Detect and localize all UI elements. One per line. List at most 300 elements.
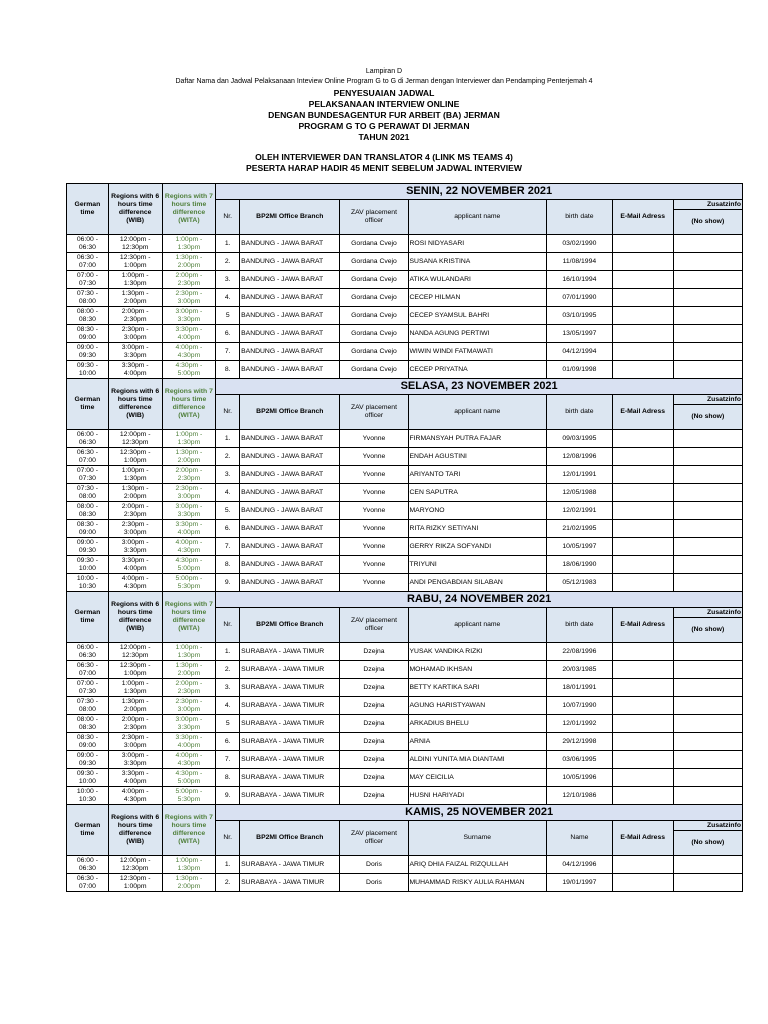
applicant-name-cell: CECEP PRIYATNA xyxy=(408,361,547,379)
applicant-name-cell: CECEP HILMAN xyxy=(408,289,547,307)
birth-date-cell: 03/10/1995 xyxy=(547,307,613,325)
wib-header: Regions with 6 hours time difference (WIB) xyxy=(108,592,162,643)
date-header: birth date xyxy=(547,608,613,643)
nr-header: Nr. xyxy=(216,200,240,235)
office-cell: BANDUNG - JAWA BARAT xyxy=(240,502,340,520)
nr-cell: 2. xyxy=(216,874,240,892)
wib-time-cell: 12:00pm - 12:30pm xyxy=(108,643,162,661)
email-cell xyxy=(612,856,673,874)
date-header: Name xyxy=(547,821,613,856)
wita-time-cell: 1:00pm - 1:30pm xyxy=(162,235,216,253)
table-row xyxy=(67,361,743,379)
wita-time-cell: 2:00pm - 2:30pm xyxy=(162,679,216,697)
email-cell xyxy=(612,289,673,307)
date-header: birth date xyxy=(547,200,613,235)
wita-time-cell: 3:00pm - 3:30pm xyxy=(162,715,216,733)
birth-date-cell: 11/08/1994 xyxy=(547,253,613,271)
wib-time-cell: 3:30pm - 4:00pm xyxy=(108,361,162,379)
applicant-name-cell: WIWIN WINDI FATMAWATI xyxy=(408,343,547,361)
zusatzinfo-cell xyxy=(673,466,742,484)
office-cell: SURABAYA - JAWA TIMUR xyxy=(240,679,340,697)
nr-cell: 8. xyxy=(216,361,240,379)
email-cell xyxy=(612,307,673,325)
german-time-cell: 09:00 - 09:30 xyxy=(67,751,109,769)
name-header: applicant name xyxy=(408,395,547,430)
table-row xyxy=(67,289,743,307)
wib-time-cell: 12:30pm - 1:00pm xyxy=(108,874,162,892)
table-row xyxy=(67,448,743,466)
zav-officer-cell: Gordana Cvejo xyxy=(340,325,408,343)
office-cell: BANDUNG - JAWA BARAT xyxy=(240,538,340,556)
email-cell xyxy=(612,343,673,361)
office-header: BP2MI Office Branch xyxy=(240,395,340,430)
table-row xyxy=(67,484,743,502)
email-cell xyxy=(612,502,673,520)
name-header: Surname xyxy=(408,821,547,856)
office-header: BP2MI Office Branch xyxy=(240,821,340,856)
wita-time-cell: 4:30pm - 5:00pm xyxy=(162,361,216,379)
zav-officer-cell: Dzejna xyxy=(340,715,408,733)
applicant-name-cell: ATIKA WULANDARI xyxy=(408,271,547,289)
office-header: BP2MI Office Branch xyxy=(240,200,340,235)
wib-time-cell: 1:30pm - 2:00pm xyxy=(108,484,162,502)
nr-cell: 4. xyxy=(216,697,240,715)
office-cell: BANDUNG - JAWA BARAT xyxy=(240,325,340,343)
wib-time-cell: 1:00pm - 1:30pm xyxy=(108,679,162,697)
nr-cell: 5 xyxy=(216,715,240,733)
nr-cell: 3. xyxy=(216,271,240,289)
wib-time-cell: 3:00pm - 3:30pm xyxy=(108,343,162,361)
interview-schedule-table xyxy=(66,183,743,892)
office-cell: BANDUNG - JAWA BARAT xyxy=(240,484,340,502)
office-cell: BANDUNG - JAWA BARAT xyxy=(240,235,340,253)
nr-cell: 1. xyxy=(216,643,240,661)
applicant-name-cell: AGUNG HARISTYAWAN xyxy=(408,697,547,715)
nr-cell: 4. xyxy=(216,484,240,502)
table-row xyxy=(67,520,743,538)
applicant-name-cell: HUSNI HARIYADI xyxy=(408,787,547,805)
zav-officer-cell: Dzejna xyxy=(340,787,408,805)
zusatzinfo-cell xyxy=(673,253,742,271)
zusatzinfo-cell xyxy=(673,856,742,874)
german-time-cell: 07:00 - 07:30 xyxy=(67,679,109,697)
nr-cell: 3. xyxy=(216,466,240,484)
email-cell xyxy=(612,235,673,253)
applicant-name-cell: GERRY RIKZA SOFYANDI xyxy=(408,538,547,556)
table-row xyxy=(67,661,743,679)
wib-header: Regions with 6 hours time difference (WIB) xyxy=(108,805,162,856)
office-cell: BANDUNG - JAWA BARAT xyxy=(240,556,340,574)
nr-cell: 7. xyxy=(216,343,240,361)
office-cell: BANDUNG - JAWA BARAT xyxy=(240,289,340,307)
wita-time-cell: 4:00pm - 4:30pm xyxy=(162,538,216,556)
office-cell: SURABAYA - JAWA TIMUR xyxy=(240,856,340,874)
wib-time-cell: 2:30pm - 3:00pm xyxy=(108,520,162,538)
office-cell: SURABAYA - JAWA TIMUR xyxy=(240,697,340,715)
office-cell: BANDUNG - JAWA BARAT xyxy=(240,343,340,361)
german-time-header: German time xyxy=(67,805,109,856)
wita-header: Regions with 7 hours time difference (WITA) xyxy=(162,184,216,235)
wib-time-cell: 3:30pm - 4:00pm xyxy=(108,556,162,574)
wita-time-cell: 4:00pm - 4:30pm xyxy=(162,343,216,361)
zav-officer-cell: Yvonne xyxy=(340,556,408,574)
zav-officer-cell: Gordana Cvejo xyxy=(340,343,408,361)
title-line-1: PENYESUAIAN JADWAL xyxy=(333,88,435,98)
email-cell xyxy=(612,556,673,574)
office-cell: SURABAYA - JAWA TIMUR xyxy=(240,874,340,892)
german-time-cell: 08:00 - 08:30 xyxy=(67,502,109,520)
zusatzinfo-header: Zusatzinfo xyxy=(673,200,742,210)
name-header: applicant name xyxy=(408,200,547,235)
german-time-cell: 06:00 - 06:30 xyxy=(67,430,109,448)
zusatzinfo-cell xyxy=(673,448,742,466)
zusatzinfo-cell xyxy=(673,574,742,592)
table-row xyxy=(67,271,743,289)
german-time-cell: 08:00 - 08:30 xyxy=(67,715,109,733)
zusatzinfo-cell xyxy=(673,538,742,556)
zav-officer-cell: Dzejna xyxy=(340,661,408,679)
wib-time-cell: 1:30pm - 2:00pm xyxy=(108,289,162,307)
wita-time-cell: 3:00pm - 3:30pm xyxy=(162,307,216,325)
table-row xyxy=(67,235,743,253)
zusatzinfo-cell xyxy=(673,697,742,715)
zusatzinfo-cell xyxy=(673,556,742,574)
zusatzinfo-cell xyxy=(673,751,742,769)
german-time-cell: 10:00 - 10:30 xyxy=(67,574,109,592)
table-row xyxy=(67,751,743,769)
zusatzinfo-cell xyxy=(673,715,742,733)
nr-cell: 6. xyxy=(216,520,240,538)
date-header: birth date xyxy=(547,395,613,430)
email-cell xyxy=(612,574,673,592)
birth-date-cell: 10/05/1997 xyxy=(547,538,613,556)
zav-officer-cell: Gordana Cvejo xyxy=(340,271,408,289)
zav-officer-cell: Yvonne xyxy=(340,574,408,592)
applicant-name-cell: ENDAH AGUSTINI xyxy=(408,448,547,466)
applicant-name-cell: ROSI NIDYASARI xyxy=(408,235,547,253)
noshow-header: (No show) xyxy=(673,210,742,235)
zusatzinfo-header: Zusatzinfo xyxy=(673,821,742,831)
zav-officer-cell: Yvonne xyxy=(340,520,408,538)
noshow-header: (No show) xyxy=(673,831,742,856)
applicant-name-cell: CECEP SYAMSUL BAHRI xyxy=(408,307,547,325)
day-title: KAMIS, 25 NOVEMBER 2021 xyxy=(216,805,743,821)
zav-officer-cell: Dzejna xyxy=(340,697,408,715)
applicant-name-cell: MUHAMMAD RISKY AULIA RAHMAN xyxy=(408,874,547,892)
birth-date-cell: 09/03/1995 xyxy=(547,430,613,448)
wita-time-cell: 2:30pm - 3:00pm xyxy=(162,697,216,715)
german-time-cell: 09:30 - 10:00 xyxy=(67,769,109,787)
applicant-name-cell: RITA RIZKY SETIYANI xyxy=(408,520,547,538)
day-title: SENIN, 22 NOVEMBER 2021 xyxy=(216,184,743,200)
applicant-name-cell: ALDINI YUNITA MIA DIANTAMI xyxy=(408,751,547,769)
office-cell: BANDUNG - JAWA BARAT xyxy=(240,361,340,379)
nr-cell: 1. xyxy=(216,856,240,874)
wita-time-cell: 3:30pm - 4:00pm xyxy=(162,733,216,751)
email-header: E-Mail Adress xyxy=(612,608,673,643)
email-cell xyxy=(612,466,673,484)
wita-header: Regions with 7 hours time difference (WITA) xyxy=(162,592,216,643)
wib-time-cell: 3:30pm - 4:00pm xyxy=(108,769,162,787)
wita-time-cell: 2:30pm - 3:00pm xyxy=(162,484,216,502)
birth-date-cell: 12/08/1996 xyxy=(547,448,613,466)
table-row xyxy=(67,643,743,661)
nr-cell: 3. xyxy=(216,679,240,697)
wita-header: Regions with 7 hours time difference (WITA) xyxy=(162,805,216,856)
note-line-2: PESERTA HARAP HADIR 45 MENIT SEBELUM JADWAL INTERVIEW xyxy=(246,163,522,173)
applicant-name-cell: FIRMANSYAH PUTRA FAJAR xyxy=(408,430,547,448)
zusatzinfo-cell xyxy=(673,661,742,679)
zusatzinfo-cell xyxy=(673,769,742,787)
zav-officer-cell: Gordana Cvejo xyxy=(340,235,408,253)
birth-date-cell: 12/05/1988 xyxy=(547,484,613,502)
zusatzinfo-cell xyxy=(673,343,742,361)
german-time-header: German time xyxy=(67,379,109,430)
table-row xyxy=(67,769,743,787)
applicant-name-cell: ARKADIUS BHELU xyxy=(408,715,547,733)
applicant-name-cell: MAY CEICILIA xyxy=(408,769,547,787)
wib-time-cell: 2:30pm - 3:00pm xyxy=(108,733,162,751)
nr-cell: 1. xyxy=(216,430,240,448)
german-time-cell: 09:00 - 09:30 xyxy=(67,538,109,556)
table-row xyxy=(67,715,743,733)
zav-header: ZAV placement officer xyxy=(340,200,408,235)
wib-time-cell: 1:00pm - 1:30pm xyxy=(108,271,162,289)
applicant-name-cell: ARNIA xyxy=(408,733,547,751)
title-line-4: PROGRAM G TO G PERAWAT DI JERMAN xyxy=(298,121,470,131)
email-cell xyxy=(612,484,673,502)
birth-date-cell: 03/06/1995 xyxy=(547,751,613,769)
wita-time-cell: 1:30pm - 2:00pm xyxy=(162,661,216,679)
office-header: BP2MI Office Branch xyxy=(240,608,340,643)
wib-time-cell: 4:00pm - 4:30pm xyxy=(108,787,162,805)
zav-officer-cell: Gordana Cvejo xyxy=(340,307,408,325)
office-cell: BANDUNG - JAWA BARAT xyxy=(240,271,340,289)
table-row xyxy=(67,325,743,343)
wita-time-cell: 1:00pm - 1:30pm xyxy=(162,856,216,874)
table-row xyxy=(67,787,743,805)
office-cell: BANDUNG - JAWA BARAT xyxy=(240,307,340,325)
wib-time-cell: 2:00pm - 2:30pm xyxy=(108,502,162,520)
birth-date-cell: 12/02/1991 xyxy=(547,502,613,520)
applicant-name-cell: MARYONO xyxy=(408,502,547,520)
wita-time-cell: 4:30pm - 5:00pm xyxy=(162,769,216,787)
email-cell xyxy=(612,697,673,715)
title-line-2: PELAKSANAAN INTERVIEW ONLINE xyxy=(308,99,460,109)
noshow-header: (No show) xyxy=(673,405,742,430)
wita-time-cell: 5:00pm - 5:30pm xyxy=(162,574,216,592)
table-row xyxy=(67,538,743,556)
birth-date-cell: 05/12/1983 xyxy=(547,574,613,592)
birth-date-cell: 29/12/1998 xyxy=(547,733,613,751)
zav-officer-cell: Yvonne xyxy=(340,430,408,448)
name-header: applicant name xyxy=(408,608,547,643)
zusatzinfo-cell xyxy=(673,325,742,343)
nr-cell: 8. xyxy=(216,556,240,574)
german-time-cell: 07:30 - 08:00 xyxy=(67,697,109,715)
german-time-header: German time xyxy=(67,592,109,643)
wita-time-cell: 1:30pm - 2:00pm xyxy=(162,874,216,892)
german-time-cell: 06:30 - 07:00 xyxy=(67,874,109,892)
zav-header: ZAV placement officer xyxy=(340,395,408,430)
nr-cell: 5 xyxy=(216,307,240,325)
birth-date-cell: 21/02/1995 xyxy=(547,520,613,538)
birth-date-cell: 18/01/1991 xyxy=(547,679,613,697)
zusatzinfo-cell xyxy=(673,289,742,307)
german-time-cell: 09:30 - 10:00 xyxy=(67,361,109,379)
wib-time-cell: 12:00pm - 12:30pm xyxy=(108,430,162,448)
nr-cell: 8. xyxy=(216,769,240,787)
zav-officer-cell: Dzejna xyxy=(340,733,408,751)
zav-header: ZAV placement officer xyxy=(340,821,408,856)
office-cell: BANDUNG - JAWA BARAT xyxy=(240,253,340,271)
title-line-5: TAHUN 2021 xyxy=(358,132,410,142)
german-time-cell: 07:00 - 07:30 xyxy=(67,466,109,484)
german-time-cell: 06:30 - 07:00 xyxy=(67,253,109,271)
office-cell: BANDUNG - JAWA BARAT xyxy=(240,448,340,466)
applicant-name-cell: BETTY KARTIKA SARI xyxy=(408,679,547,697)
office-cell: SURABAYA - JAWA TIMUR xyxy=(240,787,340,805)
zusatzinfo-cell xyxy=(673,430,742,448)
email-cell xyxy=(612,643,673,661)
german-time-cell: 09:30 - 10:00 xyxy=(67,556,109,574)
email-header: E-Mail Adress xyxy=(612,200,673,235)
birth-date-cell: 18/06/1990 xyxy=(547,556,613,574)
zusatzinfo-cell xyxy=(673,520,742,538)
german-time-cell: 06:00 - 06:30 xyxy=(67,235,109,253)
nr-cell: 7. xyxy=(216,751,240,769)
zav-officer-cell: Dzejna xyxy=(340,751,408,769)
birth-date-cell: 20/03/1985 xyxy=(547,661,613,679)
nr-header: Nr. xyxy=(216,395,240,430)
office-cell: BANDUNG - JAWA BARAT xyxy=(240,430,340,448)
zusatzinfo-cell xyxy=(673,874,742,892)
zusatzinfo-cell xyxy=(673,484,742,502)
day-title-row xyxy=(67,592,743,608)
birth-date-cell: 10/05/1996 xyxy=(547,769,613,787)
birth-date-cell: 12/01/1991 xyxy=(547,466,613,484)
noshow-header: (No show) xyxy=(673,618,742,643)
table-row xyxy=(67,574,743,592)
day-title-row xyxy=(67,184,743,200)
zav-officer-cell: Gordana Cvejo xyxy=(340,361,408,379)
german-time-cell: 08:30 - 09:00 xyxy=(67,733,109,751)
wib-time-cell: 12:30pm - 1:00pm xyxy=(108,253,162,271)
email-cell xyxy=(612,271,673,289)
wib-header: Regions with 6 hours time difference (WIB) xyxy=(108,184,162,235)
german-time-cell: 07:30 - 08:00 xyxy=(67,484,109,502)
german-time-cell: 08:30 - 09:00 xyxy=(67,325,109,343)
wib-time-cell: 3:00pm - 3:30pm xyxy=(108,751,162,769)
office-cell: BANDUNG - JAWA BARAT xyxy=(240,520,340,538)
nr-cell: 2. xyxy=(216,448,240,466)
wita-time-cell: 1:30pm - 2:00pm xyxy=(162,448,216,466)
title-line-3: DENGAN BUNDESAGENTUR FUR ARBEIT (BA) JERMAN xyxy=(268,110,500,120)
german-time-cell: 06:30 - 07:00 xyxy=(67,448,109,466)
wib-time-cell: 4:00pm - 4:30pm xyxy=(108,574,162,592)
applicant-name-cell: TRIYUNI xyxy=(408,556,547,574)
table-row xyxy=(67,874,743,892)
german-time-cell: 10:00 - 10:30 xyxy=(67,787,109,805)
wib-time-cell: 3:00pm - 3:30pm xyxy=(108,538,162,556)
wita-time-cell: 1:00pm - 1:30pm xyxy=(162,430,216,448)
lampiran-label: Lampiran D xyxy=(365,68,403,75)
email-cell xyxy=(612,874,673,892)
wib-header: Regions with 6 hours time difference (WIB) xyxy=(108,379,162,430)
zav-officer-cell: Doris xyxy=(340,874,408,892)
birth-date-cell: 07/01/1990 xyxy=(547,289,613,307)
table-row xyxy=(67,679,743,697)
zav-officer-cell: Yvonne xyxy=(340,502,408,520)
email-cell xyxy=(612,520,673,538)
birth-date-cell: 16/10/1994 xyxy=(547,271,613,289)
wita-time-cell: 4:00pm - 4:30pm xyxy=(162,751,216,769)
nr-cell: 2. xyxy=(216,661,240,679)
table-row xyxy=(67,343,743,361)
day-title-row xyxy=(67,805,743,821)
birth-date-cell: 22/08/1996 xyxy=(547,643,613,661)
wita-time-cell: 3:30pm - 4:00pm xyxy=(162,520,216,538)
email-cell xyxy=(612,253,673,271)
wib-time-cell: 2:00pm - 2:30pm xyxy=(108,307,162,325)
zusatzinfo-cell xyxy=(673,235,742,253)
email-header: E-Mail Adress xyxy=(612,821,673,856)
table-row xyxy=(67,253,743,271)
zav-officer-cell: Gordana Cvejo xyxy=(340,253,408,271)
zav-officer-cell: Doris xyxy=(340,856,408,874)
nr-cell: 7. xyxy=(216,538,240,556)
zav-header: ZAV placement officer xyxy=(340,608,408,643)
nr-cell: 6. xyxy=(216,733,240,751)
zusatzinfo-cell xyxy=(673,787,742,805)
wita-time-cell: 2:30pm - 3:00pm xyxy=(162,289,216,307)
applicant-name-cell: SUSANA KRISTINA xyxy=(408,253,547,271)
german-time-cell: 08:30 - 09:00 xyxy=(67,520,109,538)
birth-date-cell: 19/01/1997 xyxy=(547,874,613,892)
table-row xyxy=(67,556,743,574)
wib-time-cell: 12:30pm - 1:00pm xyxy=(108,448,162,466)
office-cell: BANDUNG - JAWA BARAT xyxy=(240,466,340,484)
german-time-cell: 08:00 - 08:30 xyxy=(67,307,109,325)
zav-officer-cell: Dzejna xyxy=(340,769,408,787)
table-row xyxy=(67,856,743,874)
table-row xyxy=(67,502,743,520)
wita-header: Regions with 7 hours time difference (WITA) xyxy=(162,379,216,430)
email-cell xyxy=(612,661,673,679)
email-cell xyxy=(612,430,673,448)
email-cell xyxy=(612,769,673,787)
zav-officer-cell: Yvonne xyxy=(340,466,408,484)
german-time-cell: 07:00 - 07:30 xyxy=(67,271,109,289)
wib-time-cell: 2:00pm - 2:30pm xyxy=(108,715,162,733)
zav-officer-cell: Dzejna xyxy=(340,679,408,697)
wita-time-cell: 3:30pm - 4:00pm xyxy=(162,325,216,343)
note-line-1: OLEH INTERVIEWER DAN TRANSLATOR 4 (LINK MS TEAMS 4) xyxy=(255,152,513,162)
birth-date-cell: 13/05/1997 xyxy=(547,325,613,343)
german-time-cell: 06:30 - 07:00 xyxy=(67,661,109,679)
german-time-cell: 06:00 - 06:30 xyxy=(67,643,109,661)
document-subtitle: Daftar Nama dan Jadwal Pelaksanaan Inteview Online Program G to G di Jerman dengan Interviewer dan Pendamping Penterjemah 4 xyxy=(175,78,593,85)
applicant-name-cell: ARIYANTO TARI xyxy=(408,466,547,484)
email-cell xyxy=(612,538,673,556)
nr-header: Nr. xyxy=(216,821,240,856)
zusatzinfo-cell xyxy=(673,502,742,520)
wib-time-cell: 1:30pm - 2:00pm xyxy=(108,697,162,715)
email-header: E-Mail Adress xyxy=(612,395,673,430)
nr-cell: 6. xyxy=(216,325,240,343)
office-cell: SURABAYA - JAWA TIMUR xyxy=(240,715,340,733)
zusatzinfo-cell xyxy=(673,271,742,289)
